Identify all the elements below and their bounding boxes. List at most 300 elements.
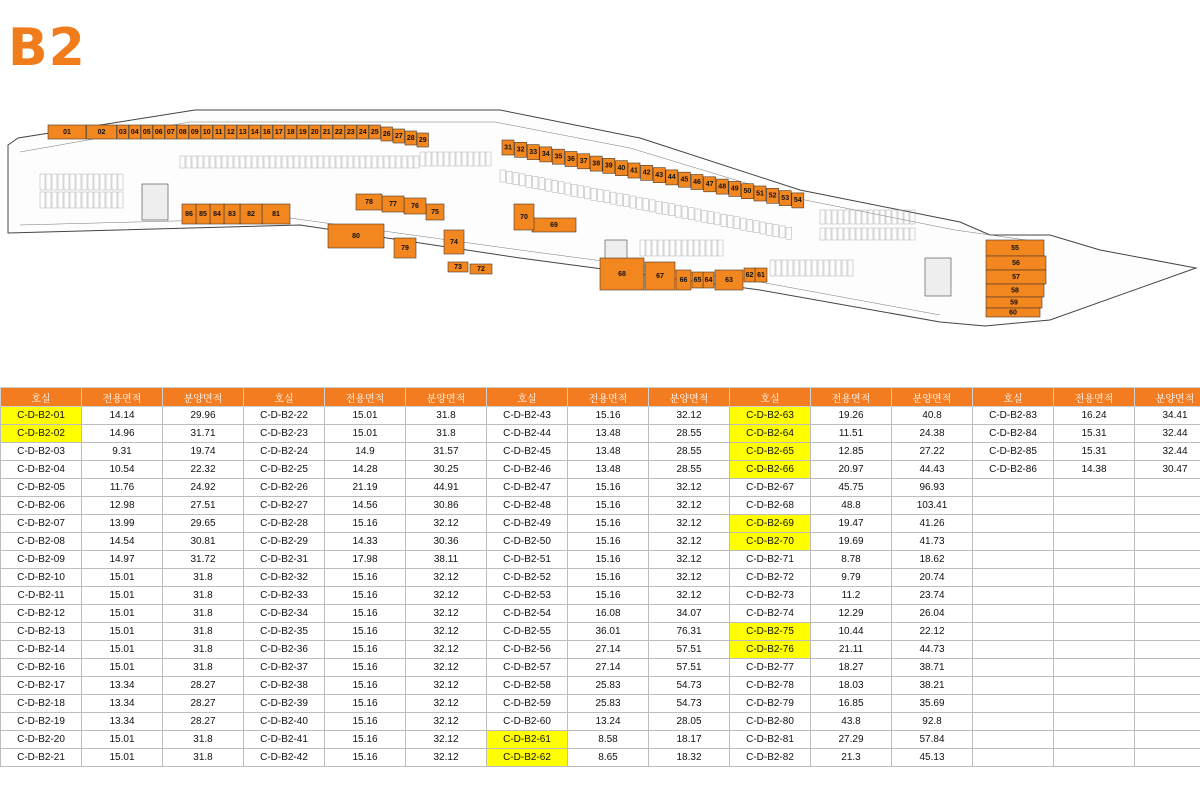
unit-56 [986,256,1046,270]
sale-area-cell: 54.73 [649,677,730,695]
unit-34 [540,147,552,162]
unit-id-cell: C-D-B2-65 [730,443,811,461]
column-header: 호실 [1,388,82,407]
exclusive-area-cell: 14.28 [325,461,406,479]
unit-label: 23 [346,128,355,136]
unit-label: 55 [1011,244,1019,252]
unit-id-cell: C-D-B2-18 [1,695,82,713]
unit-id-cell: C-D-B2-11 [1,587,82,605]
unit-id-cell [973,569,1054,587]
sale-area-cell: 29.96 [163,407,244,425]
exclusive-area-cell: 15.01 [82,641,163,659]
exclusive-area-cell: 18.27 [811,659,892,677]
sale-area-cell: 57.51 [649,641,730,659]
table-row [1,551,1200,569]
unit-id-cell: C-D-B2-26 [244,479,325,497]
unit-id-cell: C-D-B2-66 [730,461,811,479]
unit-label: 45 [680,176,689,184]
exclusive-area-cell: 13.48 [568,443,649,461]
unit-label: 81 [272,210,280,218]
unit-label: 24 [358,128,367,136]
unit-06 [153,125,165,139]
unit-id-cell [973,533,1054,551]
unit-id-cell: C-D-B2-31 [244,551,325,569]
exclusive-area-cell: 15.01 [82,587,163,605]
unit-id-cell: C-D-B2-09 [1,551,82,569]
unit-label: 67 [656,272,664,280]
unit-id-cell: C-D-B2-84 [973,425,1054,443]
unit-id-cell: C-D-B2-33 [244,587,325,605]
sale-area-cell: 30.86 [406,497,487,515]
unit-09 [189,125,201,139]
sale-area-cell: 57.84 [892,731,973,749]
exclusive-area-cell: 15.31 [1054,425,1135,443]
sale-area-cell: 32.12 [649,551,730,569]
sale-area-cell: 54.73 [649,695,730,713]
sale-area-cell: 38.21 [892,677,973,695]
unit-40 [615,161,627,176]
sale-area-cell: 29.65 [163,515,244,533]
unit-label: 61 [757,271,765,279]
unit-id-cell: C-D-B2-70 [730,533,811,551]
sale-area-cell: 32.12 [406,659,487,677]
sale-area-cell: 41.26 [892,515,973,533]
unit-39 [603,158,615,173]
unit-id-cell: C-D-B2-86 [973,461,1054,479]
sale-area-cell: 40.8 [892,407,973,425]
unit-78 [356,194,382,210]
unit-id-cell: C-D-B2-13 [1,623,82,641]
unit-id-cell: C-D-B2-35 [244,623,325,641]
unit-label: 41 [630,167,638,175]
unit-id-cell: C-D-B2-52 [487,569,568,587]
sale-area-cell [1135,497,1200,515]
unit-label: 85 [199,210,207,218]
unit-label: 59 [1010,299,1018,307]
exclusive-area-cell: 12.98 [82,497,163,515]
unit-label: 82 [247,210,255,218]
sale-area-cell [1135,659,1200,677]
unit-label: 38 [592,160,601,168]
unit-label: 80 [352,232,360,240]
unit-id-cell: C-D-B2-63 [730,407,811,425]
column-header: 전용면적 [811,388,892,407]
unit-id-cell [973,605,1054,623]
unit-49 [729,181,741,196]
unit-23 [345,125,357,139]
exclusive-area-cell: 15.16 [325,731,406,749]
exclusive-area-cell: 15.01 [325,407,406,425]
unit-label: 09 [190,128,199,136]
unit-label: 83 [228,210,236,218]
unit-46 [691,175,703,190]
unit-id-cell: C-D-B2-81 [730,731,811,749]
sale-area-cell: 32.12 [649,569,730,587]
exclusive-area-cell: 15.01 [82,569,163,587]
sale-area-cell: 31.8 [406,425,487,443]
exclusive-area-cell: 15.16 [568,533,649,551]
sale-area-cell: 31.57 [406,443,487,461]
table-row [1,497,1200,515]
exclusive-area-cell: 15.16 [325,659,406,677]
unit-43 [653,168,665,183]
unit-id-cell: C-D-B2-56 [487,641,568,659]
exclusive-area-cell: 11.2 [811,587,892,605]
exclusive-area-cell: 45.75 [811,479,892,497]
exclusive-area-cell: 15.01 [82,659,163,677]
unit-id-cell: C-D-B2-60 [487,713,568,731]
unit-73 [448,262,468,272]
unit-01 [48,125,86,139]
sale-area-cell: 31.72 [163,551,244,569]
unit-28 [405,131,417,145]
table-row [1,749,1200,767]
unit-label: 51 [756,190,764,198]
table-row [1,407,1200,425]
unit-area-table [0,387,1200,767]
unit-label: 52 [768,192,777,200]
unit-id-cell: C-D-B2-80 [730,713,811,731]
unit-id-cell: C-D-B2-39 [244,695,325,713]
exclusive-area-cell: 15.16 [568,479,649,497]
unit-id-cell: C-D-B2-49 [487,515,568,533]
unit-id-cell: C-D-B2-67 [730,479,811,497]
table-row [1,659,1200,677]
unit-id-cell: C-D-B2-78 [730,677,811,695]
unit-id-cell: C-D-B2-51 [487,551,568,569]
unit-id-cell: C-D-B2-10 [1,569,82,587]
unit-id-cell: C-D-B2-37 [244,659,325,677]
exclusive-area-cell: 25.83 [568,677,649,695]
unit-36 [565,152,577,167]
unit-id-cell: C-D-B2-46 [487,461,568,479]
sale-area-cell: 32.12 [406,641,487,659]
unit-label: 68 [618,270,626,278]
unit-id-cell: C-D-B2-55 [487,623,568,641]
exclusive-area-cell: 15.16 [325,623,406,641]
unit-label: 76 [411,202,419,210]
sale-area-cell: 27.51 [163,497,244,515]
exclusive-area-cell: 15.16 [568,515,649,533]
unit-label: 11 [215,128,223,136]
sale-area-cell: 96.93 [892,479,973,497]
unit-72 [470,264,492,274]
unit-08 [177,125,189,139]
sale-area-cell [1135,551,1200,569]
unit-label: 04 [130,128,139,136]
exclusive-area-cell: 13.34 [82,713,163,731]
unit-label: 08 [178,128,187,136]
sale-area-cell: 31.8 [163,623,244,641]
unit-label: 31 [504,144,512,152]
unit-id-cell: C-D-B2-06 [1,497,82,515]
unit-id-cell: C-D-B2-32 [244,569,325,587]
sale-area-cell: 32.12 [406,605,487,623]
sale-area-cell: 32.12 [649,479,730,497]
sale-area-cell: 32.12 [406,695,487,713]
unit-54 [792,193,804,208]
sale-area-cell: 28.27 [163,677,244,695]
unit-label: 70 [520,213,528,221]
unit-13 [237,125,249,139]
unit-31 [502,140,514,155]
sale-area-cell: 32.12 [649,587,730,605]
unit-id-cell: C-D-B2-17 [1,677,82,695]
unit-17 [273,125,285,139]
unit-id-cell: C-D-B2-75 [730,623,811,641]
unit-label: 25 [370,128,379,136]
exclusive-area-cell: 14.54 [82,533,163,551]
table-row [1,713,1200,731]
sale-area-cell: 45.13 [892,749,973,767]
sale-area-cell: 32.44 [1135,425,1200,443]
exclusive-area-cell [1054,623,1135,641]
unit-22 [333,125,345,139]
unit-65 [692,272,703,288]
unit-07 [165,125,177,139]
exclusive-area-cell [1054,569,1135,587]
unit-label: 58 [1011,287,1019,295]
unit-label: 20 [310,128,319,136]
sale-area-cell: 31.8 [163,731,244,749]
sale-area-cell: 32.12 [406,587,487,605]
unit-id-cell: C-D-B2-01 [1,407,82,425]
unit-id-cell: C-D-B2-69 [730,515,811,533]
sale-area-cell [1135,641,1200,659]
sale-area-cell: 22.12 [892,623,973,641]
unit-41 [628,163,640,178]
exclusive-area-cell: 15.16 [325,749,406,767]
exclusive-area-cell: 14.96 [82,425,163,443]
exclusive-area-cell: 27.29 [811,731,892,749]
unit-67 [645,262,675,290]
sale-area-cell: 35.69 [892,695,973,713]
unit-label: 17 [274,128,283,136]
exclusive-area-cell [1054,551,1135,569]
exclusive-area-cell: 27.14 [568,659,649,677]
unit-label: 57 [1012,273,1020,281]
unit-id-cell [973,713,1054,731]
exclusive-area-cell: 14.33 [325,533,406,551]
exclusive-area-cell: 14.9 [325,443,406,461]
sale-area-cell: 57.51 [649,659,730,677]
sale-area-cell: 38.71 [892,659,973,677]
unit-label: 62 [745,271,754,279]
unit-id-cell [973,515,1054,533]
unit-id-cell: C-D-B2-48 [487,497,568,515]
unit-45 [678,172,690,187]
unit-label: 50 [743,188,752,196]
exclusive-area-cell: 27.14 [568,641,649,659]
table-row [1,515,1200,533]
exclusive-area-cell: 14.38 [1054,461,1135,479]
unit-id-cell: C-D-B2-20 [1,731,82,749]
sale-area-cell: 32.44 [1135,443,1200,461]
unit-id-cell: C-D-B2-83 [973,407,1054,425]
unit-label: 21 [322,128,331,136]
sale-area-cell: 23.74 [892,587,973,605]
exclusive-area-cell: 15.16 [325,569,406,587]
unit-47 [704,177,716,192]
unit-label: 01 [63,128,71,136]
unit-id-cell: C-D-B2-05 [1,479,82,497]
stair-core [142,184,168,220]
sale-area-cell: 30.36 [406,533,487,551]
exclusive-area-cell: 36.01 [568,623,649,641]
unit-label: 42 [642,169,651,177]
exclusive-area-cell: 13.48 [568,461,649,479]
unit-id-cell: C-D-B2-21 [1,749,82,767]
column-header: 전용면적 [1054,388,1135,407]
unit-62 [744,268,755,282]
unit-label: 35 [554,153,563,161]
unit-25 [369,125,381,139]
unit-id-cell: C-D-B2-54 [487,605,568,623]
unit-84 [210,204,224,224]
unit-label: 40 [617,165,626,173]
column-header: 호실 [487,388,568,407]
unit-44 [666,170,678,185]
unit-02 [87,125,117,139]
unit-id-cell: C-D-B2-77 [730,659,811,677]
sale-area-cell: 31.8 [163,587,244,605]
table-row [1,587,1200,605]
exclusive-area-cell: 10.54 [82,461,163,479]
sale-area-cell: 31.8 [163,569,244,587]
exclusive-area-cell: 12.85 [811,443,892,461]
sale-area-cell: 38.11 [406,551,487,569]
sale-area-cell: 32.12 [406,623,487,641]
unit-27 [393,129,405,143]
unit-label: 64 [704,276,713,284]
unit-label: 29 [418,136,427,144]
unit-52 [767,188,779,203]
unit-59 [986,297,1042,308]
exclusive-area-cell: 11.76 [82,479,163,497]
exclusive-area-cell: 15.16 [325,605,406,623]
sale-area-cell [1135,515,1200,533]
sale-area-cell: 28.05 [649,713,730,731]
sale-area-cell: 31.8 [406,407,487,425]
unit-label: 06 [154,128,163,136]
exclusive-area-cell [1054,695,1135,713]
unit-label: 19 [298,128,307,136]
table-row [1,569,1200,587]
unit-label: 63 [725,276,733,284]
unit-12 [225,125,237,139]
table-row [1,461,1200,479]
unit-id-cell: C-D-B2-74 [730,605,811,623]
exclusive-area-cell: 10.44 [811,623,892,641]
exclusive-area-cell: 12.29 [811,605,892,623]
unit-id-cell: C-D-B2-19 [1,713,82,731]
table-row [1,641,1200,659]
unit-75 [426,204,444,220]
unit-55 [986,240,1044,256]
column-header: 분양면적 [892,388,973,407]
exclusive-area-cell: 15.16 [325,695,406,713]
unit-id-cell: C-D-B2-73 [730,587,811,605]
unit-76 [404,198,426,214]
unit-id-cell: C-D-B2-85 [973,443,1054,461]
unit-label: 16 [262,128,271,136]
unit-id-cell: C-D-B2-62 [487,749,568,767]
table-row [1,677,1200,695]
exclusive-area-cell: 21.3 [811,749,892,767]
exclusive-area-cell: 15.31 [1054,443,1135,461]
exclusive-area-cell: 13.24 [568,713,649,731]
unit-id-cell: C-D-B2-29 [244,533,325,551]
unit-64 [703,272,714,288]
exclusive-area-cell [1054,587,1135,605]
unit-18 [285,125,297,139]
sale-area-cell: 44.43 [892,461,973,479]
unit-81 [262,204,290,224]
unit-05 [141,125,153,139]
unit-label: 12 [226,128,235,136]
sale-area-cell: 31.8 [163,605,244,623]
unit-id-cell: C-D-B2-27 [244,497,325,515]
unit-id-cell: C-D-B2-82 [730,749,811,767]
unit-id-cell: C-D-B2-07 [1,515,82,533]
unit-label: 46 [693,178,701,186]
exclusive-area-cell [1054,677,1135,695]
unit-id-cell: C-D-B2-59 [487,695,568,713]
unit-id-cell: C-D-B2-34 [244,605,325,623]
unit-label: 47 [705,181,714,189]
sale-area-cell: 27.22 [892,443,973,461]
sale-area-cell: 30.47 [1135,461,1200,479]
exclusive-area-cell: 13.34 [82,695,163,713]
unit-57 [986,270,1046,284]
sale-area-cell: 44.91 [406,479,487,497]
sale-area-cell: 92.8 [892,713,973,731]
unit-80 [328,224,384,248]
unit-label: 74 [450,238,458,246]
exclusive-area-cell: 15.16 [568,587,649,605]
unit-82 [240,204,262,224]
sale-area-cell: 34.07 [649,605,730,623]
sale-area-cell: 32.12 [649,497,730,515]
unit-label: 07 [166,128,175,136]
sale-area-cell: 24.38 [892,425,973,443]
unit-id-cell: C-D-B2-71 [730,551,811,569]
unit-85 [196,204,210,224]
sale-area-cell: 44.73 [892,641,973,659]
unit-id-cell: C-D-B2-58 [487,677,568,695]
exclusive-area-cell: 15.16 [325,587,406,605]
sale-area-cell [1135,587,1200,605]
exclusive-area-cell: 19.69 [811,533,892,551]
sale-area-cell: 31.8 [163,641,244,659]
unit-label: 33 [529,148,538,156]
sale-area-cell: 32.12 [406,569,487,587]
unit-33 [527,145,539,160]
unit-label: 14 [250,128,259,136]
unit-60 [986,308,1040,317]
unit-04 [129,125,141,139]
unit-id-cell: C-D-B2-47 [487,479,568,497]
unit-id-cell: C-D-B2-72 [730,569,811,587]
unit-id-cell: C-D-B2-25 [244,461,325,479]
unit-id-cell: C-D-B2-03 [1,443,82,461]
sale-area-cell [1135,677,1200,695]
unit-id-cell: C-D-B2-43 [487,407,568,425]
unit-id-cell [973,623,1054,641]
sale-area-cell: 19.74 [163,443,244,461]
column-header: 분양면적 [649,388,730,407]
unit-20 [309,125,321,139]
